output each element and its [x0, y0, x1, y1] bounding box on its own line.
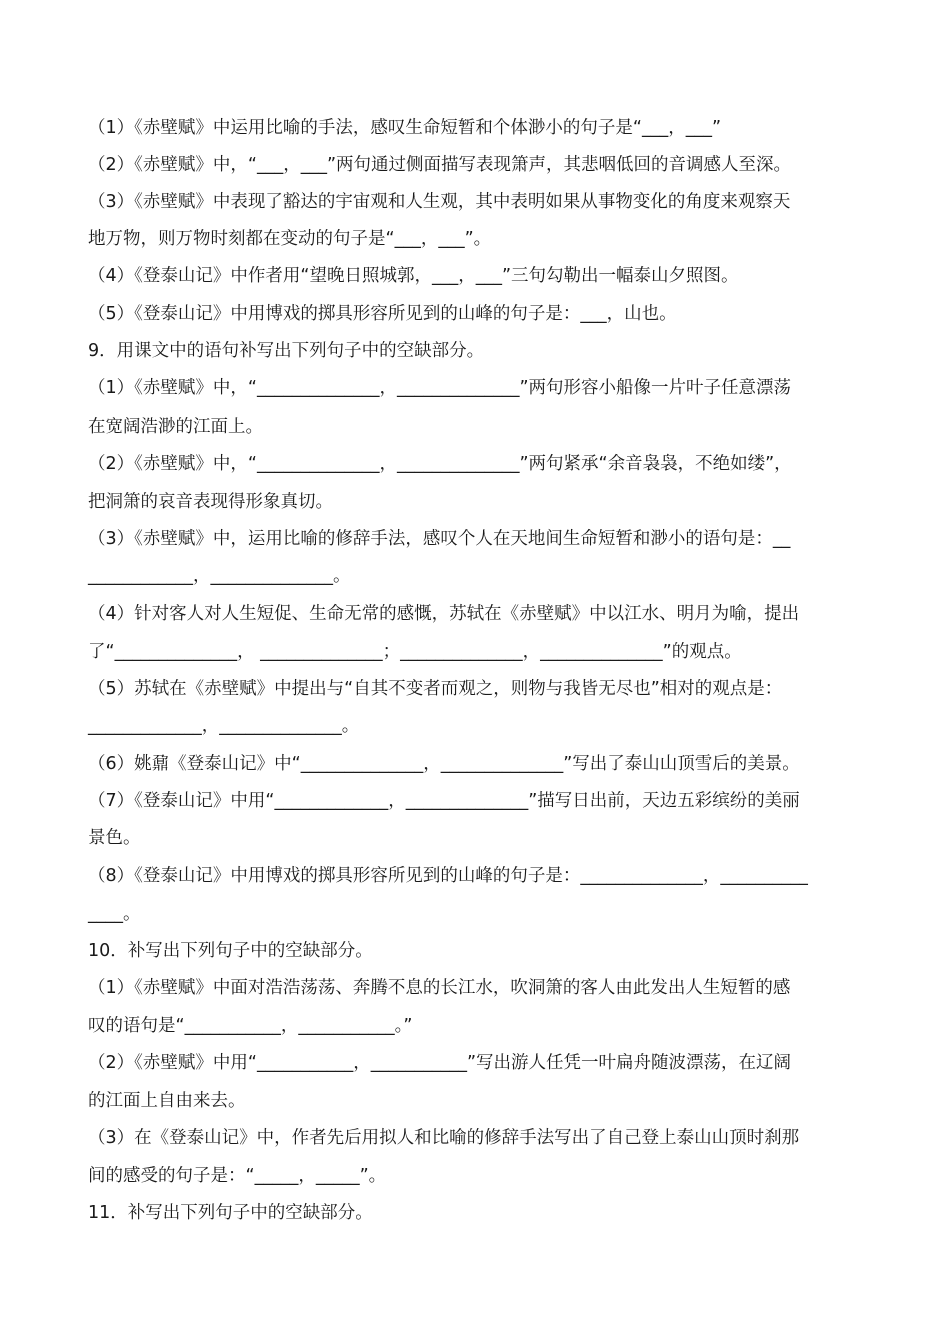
question-line: 叹的语句是“___________，___________。”	[88, 1016, 413, 1036]
question-line: （2）《赤壁赋》中，“___，___”两句通过侧面描写表现箫声，其悲咽低回的音调感人至深。	[88, 155, 792, 175]
question-line: （2）《赤壁赋》中，“______________，______________”两句紧承“余音袅袅，不绝如缕”，	[88, 454, 792, 474]
question-line: （4）《登泰山记》中作者用“望晚日照城郭，___，___”三句勾勒出一幅泰山夕照图。	[88, 266, 739, 286]
question-line: （1）《赤壁赋》中运用比喻的手法，感叹生命短暂和个体渺小的句子是“___，___”	[88, 118, 722, 138]
question-line: 了“______________， ______________；______________，______________”的观点。	[88, 642, 742, 662]
question-line: 把洞箫的哀音表现得形象真切。	[88, 492, 333, 512]
question-line: 间的感受的句子是：“_____，_____”。	[88, 1166, 387, 1186]
question-line: ____。	[88, 904, 141, 924]
question-line: _____________，______________。	[88, 716, 360, 736]
question-line: 在宽阔浩渺的江面上。	[88, 417, 263, 437]
question-heading: 10．补写出下列句子中的空缺部分。	[88, 941, 373, 961]
question-line: （6）姚鼐《登泰山记》中“______________，______________”写出了泰山山顶雪后的美景。	[88, 754, 800, 774]
question-line: （3）《赤壁赋》中表现了豁达的宇宙观和人生观，其中表明如果从事物变化的角度来观察天	[88, 192, 791, 212]
question-line: （3）《赤壁赋》中，运用比喻的修辞手法，感叹个人在天地间生命短暂和渺小的语句是：__	[88, 529, 791, 549]
question-line: （1）《赤壁赋》中，“______________，______________”两句形容小船像一片叶子任意漂荡	[88, 378, 792, 398]
question-heading: 9．用课文中的语句补写出下列句子中的空缺部分。	[88, 341, 485, 361]
question-line: （5）《登泰山记》中用博戏的掷具形容所见到的山峰的句子是：___，山也。	[88, 304, 677, 324]
question-line: （2）《赤壁赋》中用“___________，___________”写出游人任凭一叶扁舟随波漂荡，在辽阔	[88, 1053, 792, 1073]
question-line: （3）在《登泰山记》中，作者先后用拟人和比喻的修辞手法写出了自己登上泰山山顶时刹那	[88, 1128, 800, 1148]
question-line: （5）苏轼在《赤壁赋》中提出与“自其不变者而观之，则物与我皆无尽也”相对的观点是：	[88, 679, 783, 699]
question-line: （7）《登泰山记》中用“_____________，______________”描写日出前，天边五彩缤纷的美丽	[88, 791, 800, 811]
question-line: （8）《登泰山记》中用博戏的掷具形容所见到的山峰的句子是：______________，__________	[88, 866, 808, 886]
question-heading: 11．补写出下列句子中的空缺部分。	[88, 1203, 373, 1223]
question-line: （1）《赤壁赋》中面对浩浩荡荡、奔腾不息的长江水，吹洞箫的客人由此发出人生短暂的感	[88, 978, 791, 998]
question-line: （4）针对客人对人生短促、生命无常的感慨，苏轼在《赤壁赋》中以江水、明月为喻，提出	[88, 604, 800, 624]
question-line: 的江面上自由来去。	[88, 1091, 246, 1111]
question-line: 地万物，则万物时刻都在变动的句子是“___，___”。	[88, 229, 492, 249]
question-line: ____________，______________。	[88, 566, 351, 586]
question-line: 景色。	[88, 828, 141, 848]
